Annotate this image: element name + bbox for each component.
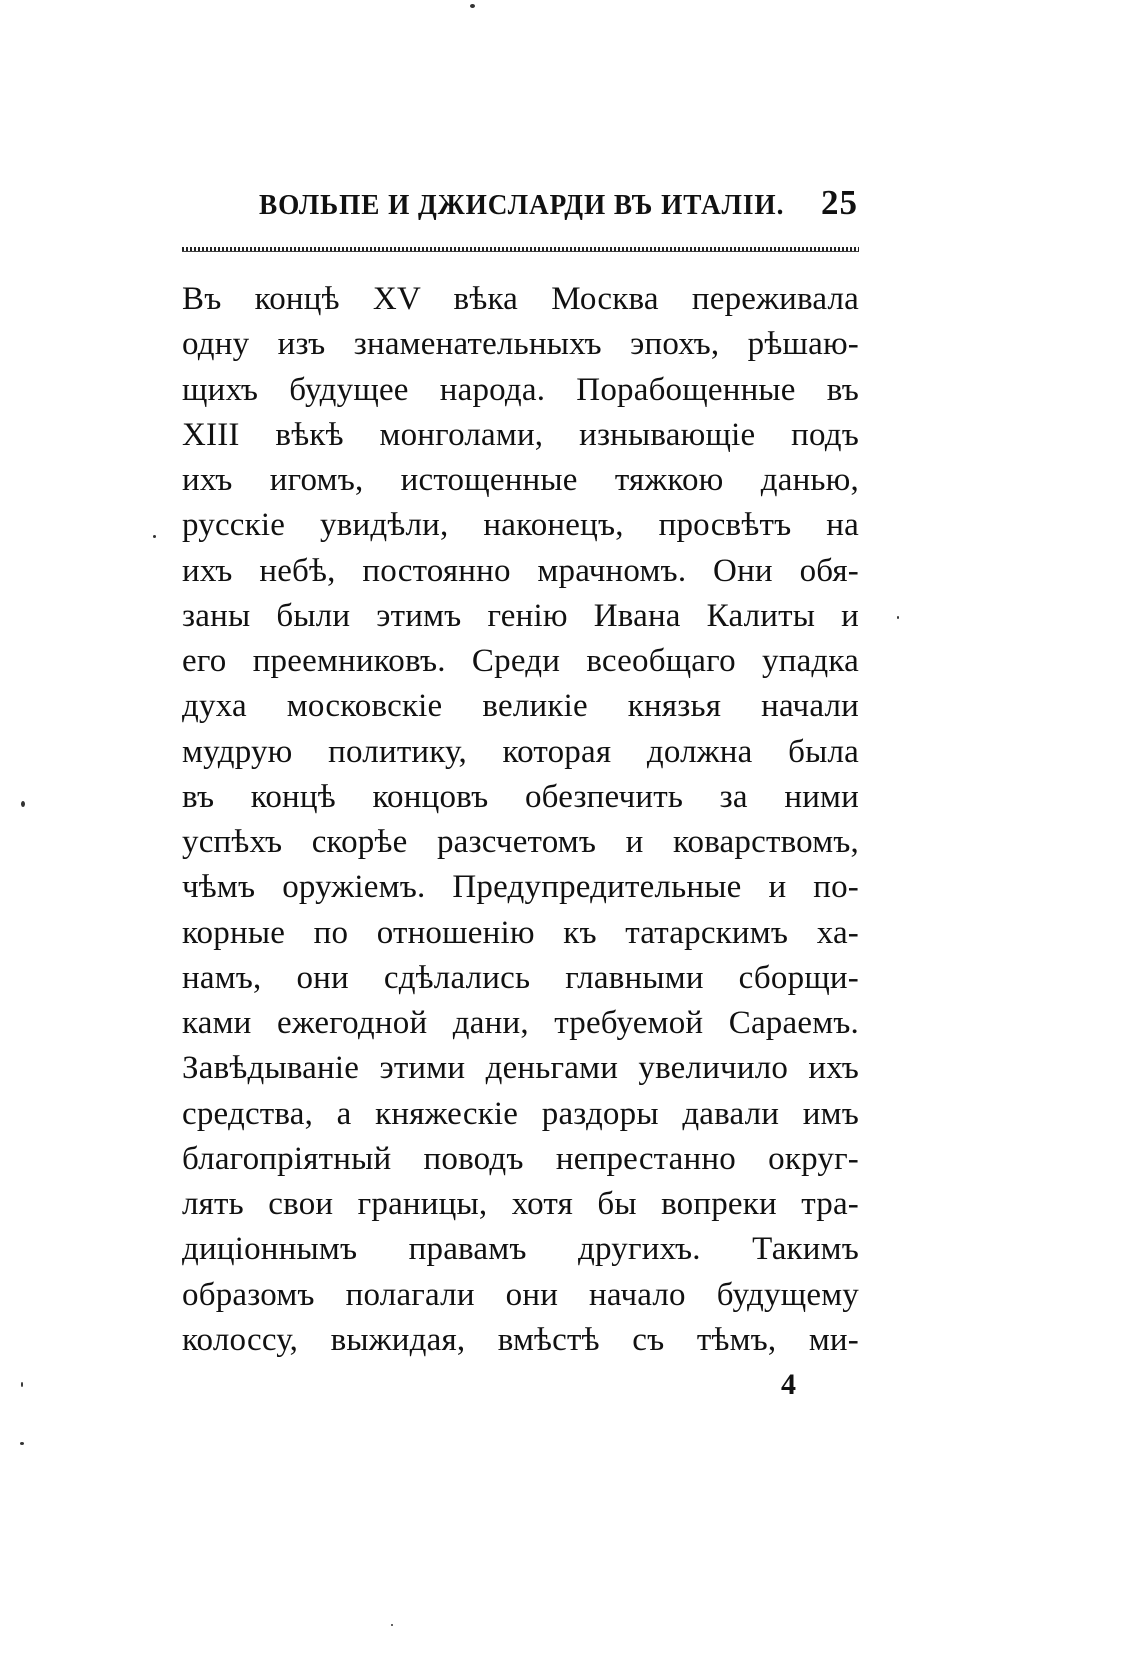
text-line: ихъ игомъ, истощенные тяжкою данью, (182, 462, 859, 498)
text-line: Завѣдываніе этими деньгами увеличило ихъ (182, 1050, 859, 1087)
scan-speck (20, 1442, 24, 1445)
scan-speck (21, 801, 25, 807)
text-line: колоссу, выжидая, вмѣстѣ съ тѣмъ, ми- (182, 1321, 859, 1358)
text-line: духа московскіе великіе князья начали (182, 688, 859, 725)
text-line: мудрую политику, которая должна была (182, 733, 859, 770)
text-line: его преемниковъ. Среди всеобщаго упадка (182, 643, 859, 679)
text-line: заны были этимъ генію Ивана Калиты и (182, 597, 859, 634)
body-text (182, 277, 859, 1363)
text-line: лять свои границы, хотя бы вопреки тра- (182, 1186, 859, 1222)
header-rule (182, 247, 859, 252)
text-line: въ концѣ концовъ обезпечить за ними (182, 778, 859, 815)
text-line: одну изъ знаменательныхъ эпохъ, рѣшаю- (182, 326, 859, 363)
text-line: ками ежегодной дани, требуемой Сараемъ. (182, 1005, 859, 1041)
text-line: диціоннымъ правамъ другихъ. Такимъ (182, 1231, 859, 1268)
text-line: русскіе увидѣли, наконецъ, просвѣтъ на (182, 507, 859, 544)
text-line: щихъ будущее народа. Порабощенные въ (182, 371, 859, 408)
scan-speck (21, 1382, 23, 1387)
text-line: чѣмъ оружіемъ. Предупредительные и по- (182, 869, 859, 906)
text-line: корные по отношенію къ татарскимъ ха- (182, 914, 859, 951)
text-line: благопріятный поводъ непрестанно округ- (182, 1140, 859, 1177)
scan-speck (470, 4, 475, 8)
signature-mark: 4 (781, 1368, 796, 1401)
text-line: XIII вѣкѣ монголами, изнывающіе подъ (182, 416, 859, 453)
text-line: Въ концѣ XV вѣка Москва переживала (182, 281, 859, 317)
text-line: средства, а княжескіе раздоры давали имъ (182, 1095, 859, 1132)
running-title: ВОЛЬПЕ И ДЖИСЛАРДИ ВЪ ИТАЛІИ. (259, 189, 785, 221)
text-line: ихъ небѣ, постоянно мрачномъ. Они обя- (182, 552, 859, 589)
text-line: намъ, они сдѣлались главными сборщи- (182, 959, 859, 996)
text-line: образомъ полагали они начало будущему (182, 1276, 859, 1313)
text-line: успѣхъ скорѣе разсчетомъ и коварствомъ, (182, 824, 859, 860)
scan-speck (153, 535, 156, 538)
scan-speck (391, 1624, 393, 1626)
running-head (182, 183, 858, 227)
scan-speck (897, 616, 899, 619)
page-number: 25 (821, 183, 858, 222)
